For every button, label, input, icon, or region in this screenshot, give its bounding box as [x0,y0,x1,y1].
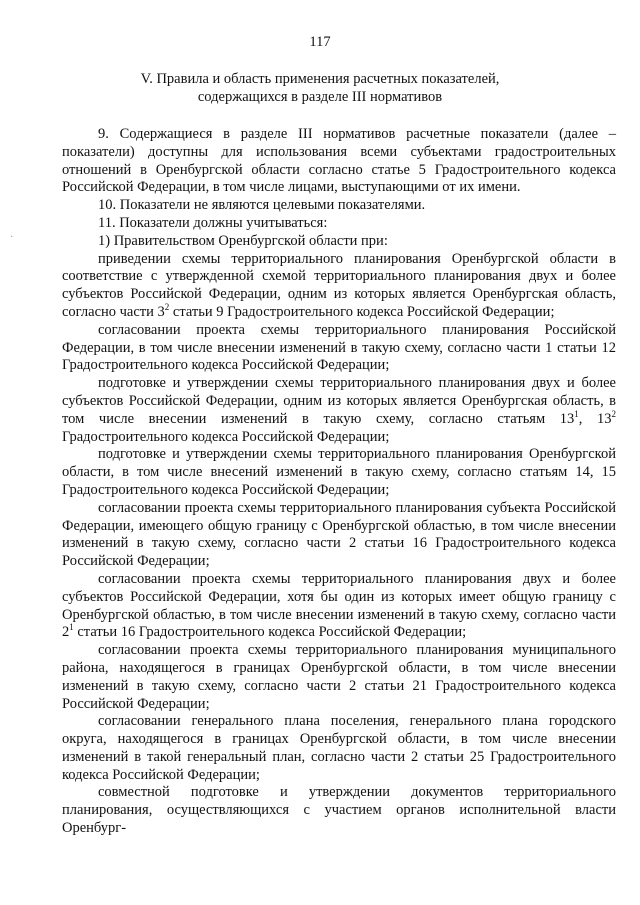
paragraph-clause-6-rest: статьи 16 Градостроительного кодекса Российской Федерации; [73,624,467,641]
paragraph-clause-8: согласовании генерального плана поселения, генерального плана городского округа, находящегося в границах Оренбургской области, в том числе внесении изменений в такой генеральный план, согласно части 2 статьи 25 Градостроительного кодекса Российской Федерации; [62,713,616,783]
paragraph-clause-3 [62,375,616,446]
paragraph-clause-5: согласовании проекта схемы территориального планирования субъекта Российской Федерации, имеющего общую границу с Оренбургской областью, в том числе внесении изменений в такую схему, согласно части 2 статьи 16 Градостроительного кодекса Российской Федерации; [62,499,616,570]
paragraph-clause-3-sup-1: 1 [574,408,579,419]
paragraph-clause-4: подготовке и утверждении схемы территориального планирования Оренбургской области, в том числе внесений изменений в такую схему, согласно статьям 14, 15 Градостроительного кодекса Российской Федерации; [62,446,616,498]
paragraph-clause-7: согласовании проекта схемы территориального планирования муниципального района, находящегося в границах Оренбургской области, в том числе внесении изменений в такую схему, согласно части 2 статьи 21 Градостроительного кодекса Российской Федерации; [62,642,616,712]
paragraph-11: 11. Показатели должны учитываться: [98,214,328,231]
paragraph-clause-6-sup: 1 [69,622,74,633]
paragraph-clause-3-sup-2: 2 [611,408,617,419]
paragraph-clause-3-rest: Градостроительного кодекса Российской Федерации; [62,428,390,445]
paragraph-9: 9. Содержащиеся в разделе III нормативов расчетные показатели (далее – показатели) доступны для использования всеми субъектами градостроительных отношений в Оренбургской области согласно статье 5 Градостроительного кодекса Российской Федерации, в том числе лицами, выступающими от их имени. [62,126,616,196]
section-heading [0,70,640,106]
paragraph-clause-9: совместной подготовке и утверждении документов территориального планирования, осуществляющихся с участием органов исполнительной власти Оренбург- [62,784,616,837]
section-heading-line-1: V. Правила и область применения расчетных показателей, [140,71,500,87]
paragraph-10: 10. Показатели не являются целевыми показателями. [98,197,426,214]
paragraph-clause-1-text: приведении схемы территориального планирования Оренбургской области в соответствие с утвержденной схемой территориального планирования двух и более субъектов Российской Федерации, одним из которых является Оренбургская область, согласно части 3 [62,250,616,320]
paragraph-clause-2: согласовании проекта схемы территориального планирования Российской Федерации, в том числе внесении изменений в такую схему, согласно части 1 статьи 12 Градостроительного кодекса Российской Федерации; [62,321,616,374]
section-heading-line-2: содержащихся в разделе III нормативов [197,89,443,105]
margin-mark: · [10,232,14,243]
document-body [62,126,616,838]
paragraph-clause-1-rest: статьи 9 Градостроительного кодекса Российской Федерации; [169,303,555,320]
paragraph-clause-3-text: подготовке и утверждении схемы территориального планирования двух и более субъектов Российской Федерации, одним из которых является Оренбургская область, в том числе внесении изменений в такую схему, согласно статьям 13 [62,375,616,427]
page-number: 117 [309,34,331,50]
paragraph-clause-1 [62,251,616,322]
paragraph-clause-6-text: согласовании проекта схемы территориального планирования двух и более субъектов Российской Федерации, хотя бы один из которых имеет общую границу с Оренбургской областью, в том числе внесении изменений в такую схему, согласно части 2 [62,570,616,641]
paragraph-11-1: 1) Правительством Оренбургской области при: [98,232,388,249]
paragraph-clause-1-sup: 2 [164,301,170,312]
paragraph-clause-3-mid: , 13 [578,410,612,427]
paragraph-clause-6 [62,571,616,642]
